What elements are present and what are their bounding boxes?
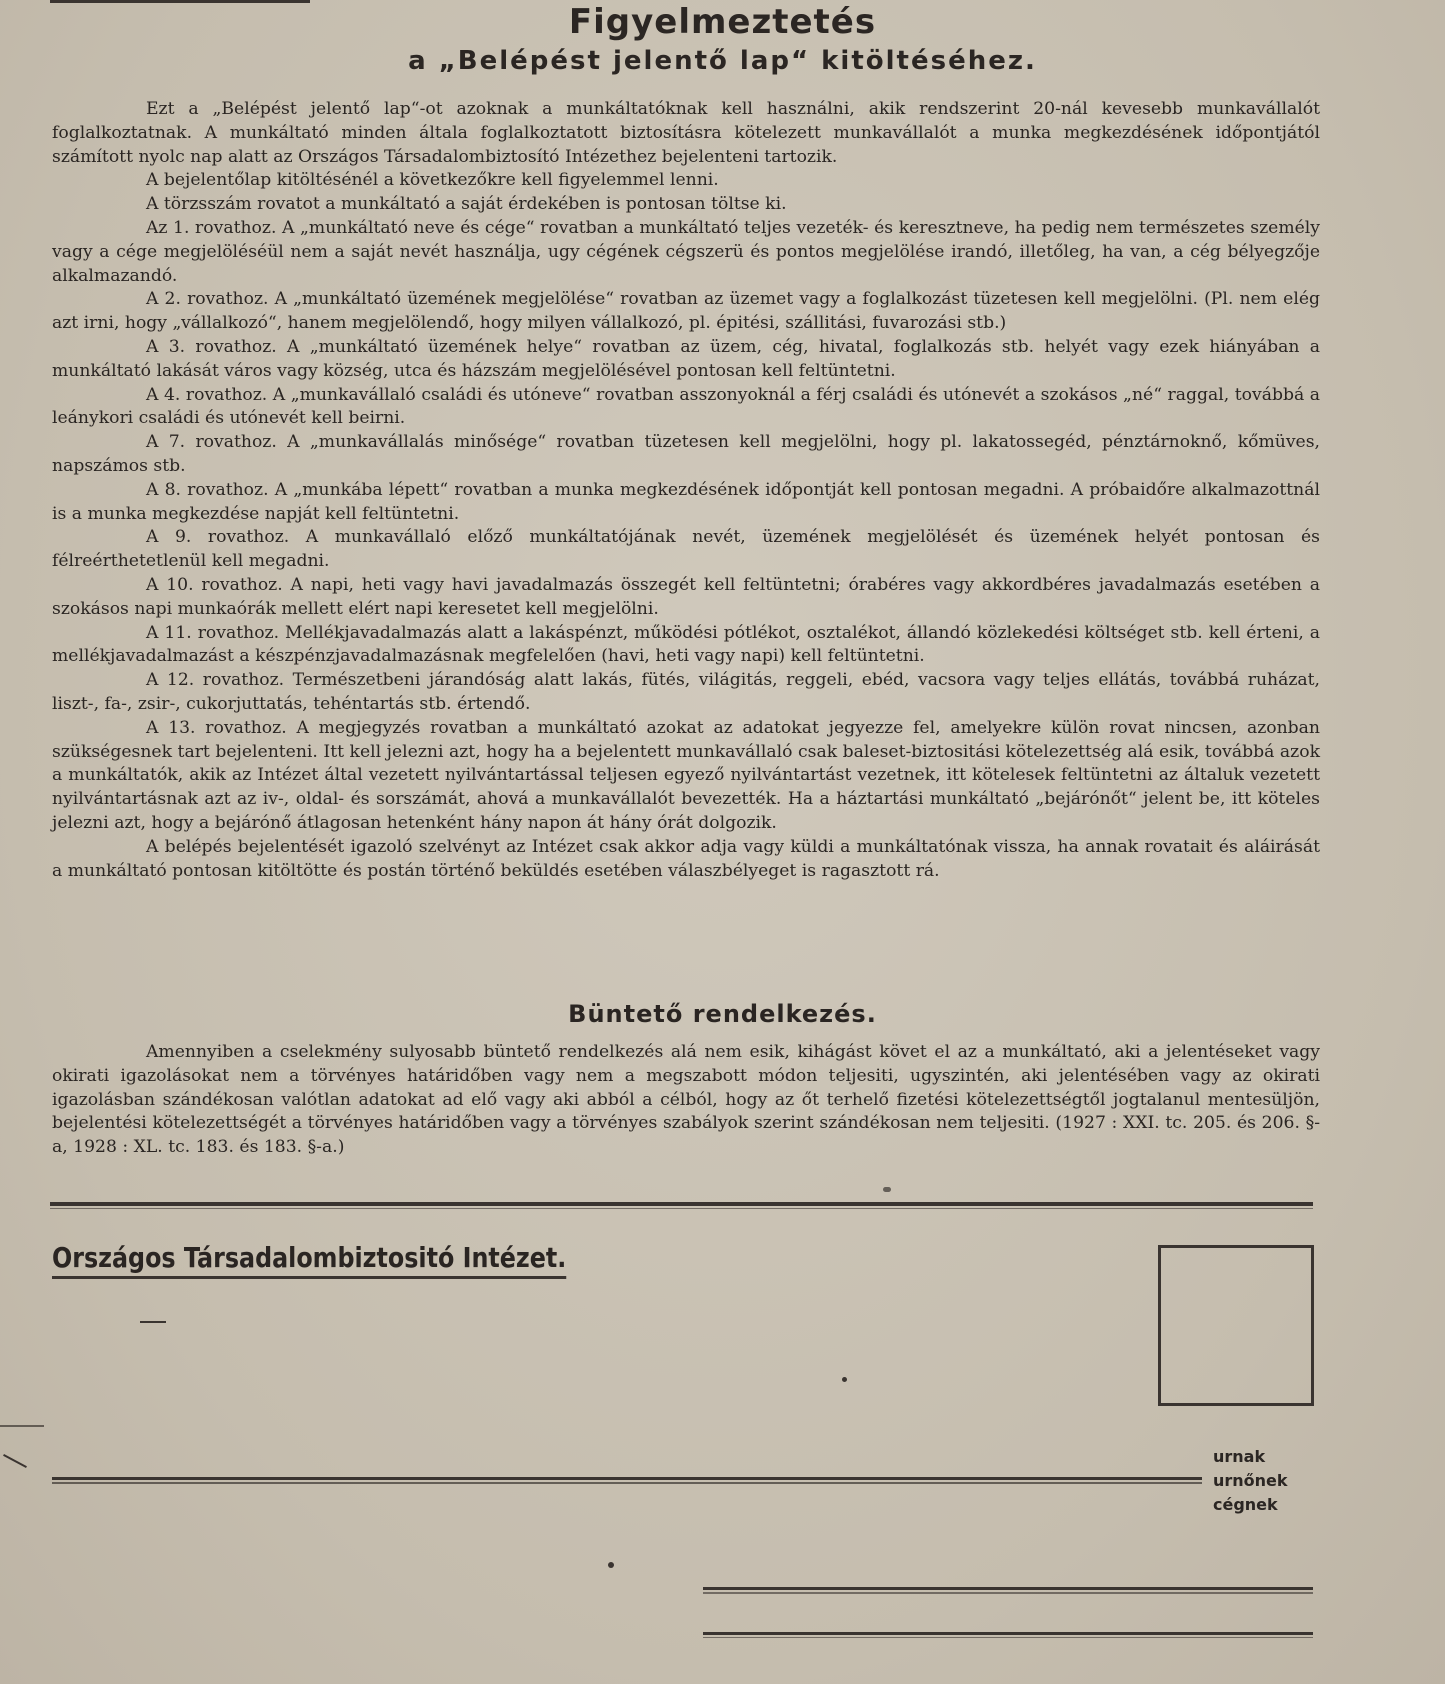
addressee-label: cégnek [1213, 1495, 1278, 1514]
institute-name: Országos Társadalombiztositó Intézet. [52, 1241, 566, 1279]
penal-section-body [52, 1041, 1320, 1160]
addressee-labels [1213, 1445, 1288, 1517]
ink-speck [883, 1187, 891, 1192]
instruction-paragraph: A törzsszám rovatot a munkáltató a saját érdekében is pontosan töltse ki. [146, 194, 787, 215]
instruction-paragraph: Az 1. rovathoz. A „munkáltató neve és cége“ rovatban a munkáltató teljes vezeték- és keresztneve, ha pedig nem természetes személy vagy a cége megjelöléséül nem a saját nevét használja, ugy cégének cégszerü és pontos megjelölése irandó, illetőleg, ha van, a cég bélyegzője alkalmazandó. [52, 217, 1320, 286]
addressee-line [52, 1477, 1202, 1480]
address-line-thin [703, 1637, 1313, 1638]
ink-stroke [0, 1425, 44, 1427]
ink-speck [608, 1562, 614, 1568]
instruction-paragraph: A 11. rovathoz. Mellékjavadalmazás alatt a lakáspénzt, működési pótlékot, osztalékot, állandó közlekedési költséget stb. kell érteni, a mellékjavadalmazást a készpénzjavadalmazásnak megfelelően (havi, heti vagy napi) kell feltüntetni. [52, 622, 1320, 667]
addressee-label: urnőnek [1213, 1471, 1288, 1490]
document-subtitle: a „Belépést jelentő lap“ kitöltéséhez. [408, 46, 1037, 76]
penal-section-title: Büntető rendelkezés. [568, 1000, 877, 1028]
stamp-box [1158, 1245, 1314, 1406]
instruction-paragraph: A 7. rovathoz. A „munkavállalás minősége“ rovatban tüzetesen kell megjelölni, hogy pl. lakatossegéd, pénztárnoknő, kőmüves, napszámos stb. [52, 432, 1320, 476]
instruction-paragraph: A 9. rovathoz. A munkavállaló előző munkáltatójának nevét, üzemének megjelölését és üzemének helyét pontosan és félreérthetetlenül kell megadni. [52, 527, 1320, 572]
address-line-thin [703, 1592, 1313, 1594]
addressee-line-thin [52, 1482, 1202, 1484]
instructions-body [52, 98, 1320, 883]
penal-paragraph: Amennyiben a cselekmény sulyosabb büntető rendelkezés alá nem esik, kihágást követ el az a munkáltató, aki a jelentéseket vagy okirati igazolásokat nem a törvényes határidőben vagy nem a megszabott módon teljesiti, ugyszintén, aki jelentésében vagy az okirati igazolásban szándékosan valótlan adatokat ad elő vagy aki abból a célból, hogy az őt terhelő fizetési kötelezettségtől jogtalanul mentesüljön, bejelentési kötelezettségét a törvényes határidőben vagy a törvényes szabályok szerint szándékosan nem teljesiti. (1927 : XXI. tc. 205. és 206. §-a, 1928 : XL. tc. 183. és 183. §-a.) [52, 1042, 1320, 1158]
instruction-paragraph: A 8. rovathoz. A „munkába lépett“ rovatban a munka megkezdésének időpontját kell pontosan megadni. A próbaidőre alkalmazottnál is a munka megkezdése napját kell feltüntetni. [52, 479, 1320, 524]
instruction-paragraph: A 12. rovathoz. Természetbeni járandóság alatt lakás, fütés, világitás, reggeli, ebéd, vacsora vagy teljes ellátás, továbbá ruházat, liszt-, fa-, zsir-, cukorjuttatás, tehéntartás stb. értendő. [52, 670, 1320, 714]
instruction-paragraph: A 4. rovathoz. A „munkavállaló családi és utóneve“ rovatban asszonyoknál a férj családi és utónevét a szokásos „né“ raggal, továbbá a leánykori családi és utónevét kell beirni. [52, 384, 1320, 429]
intro-paragraph: Ezt a „Belépést jelentő lap“-ot azoknak a munkáltatóknak kell használni, akik rendszerint 20-nál kevesebb munkavállalót foglalkoztatnak. A munkáltató minden általa foglalkoztatott biztosításra kötelezett munkavállalót a munka megkezdésének időpontjától számított nyolc nap alatt az Országos Társadalombiztosító Intézethez bejelenteni tartozik. [52, 99, 1320, 167]
ink-speck [842, 1377, 847, 1382]
section-divider-thin [50, 1208, 1313, 1209]
ink-stroke [3, 1454, 27, 1468]
section-divider [50, 1202, 1313, 1206]
address-line [703, 1632, 1313, 1635]
addressee-label: urnak [1213, 1447, 1266, 1466]
instruction-paragraph: A 10. rovathoz. A napi, heti vagy havi javadalmazás összegét kell feltüntetni; órabéres vagy akkordbéres javadalmazás esetében a szokásos napi munkaórák mellett elért napi keresetet kell megjelölni. [52, 574, 1320, 619]
instruction-paragraph: A 2. rovathoz. A „munkáltató üzemének megjelölése“ rovatban az üzemet vagy a foglalkozást tüzetesen kell megjelölni. (Pl. nem elég azt irni, hogy „vállalkozó“, hanem megjelölendő, hogy milyen vállalkozó, pl. épitési, szállitási, fuvarozási stb.) [52, 289, 1320, 334]
instruction-paragraph: A belépés bejelentését igazoló szelvényt az Intézet csak akkor adja vagy küldi a munkáltatónak vissza, ha annak rovatait és aláirását a munkáltató pontosan kitöltötte és postán történő beküldés esetében válaszbélyeget is ragasztott rá. [52, 836, 1320, 881]
document-title: Figyelmeztetés [568, 2, 877, 42]
ink-stroke [140, 1321, 166, 1323]
instruction-paragraph: A bejelentőlap kitöltésénél a következőkre kell figyelemmel lenni. [146, 170, 719, 191]
address-line [703, 1587, 1313, 1590]
instruction-paragraph: A 3. rovathoz. A „munkáltató üzemének helye“ rovatban az üzem, cég, hivatal, foglalkozás stb. helyét vagy ezek hiányában a munkáltató lakását város vagy község, utca és házszám megjelölésével pontosan kell feltüntetni. [52, 336, 1320, 381]
instruction-paragraph: A 13. rovathoz. A megjegyzés rovatban a munkáltató azokat az adatokat jegyezze fel, amelyekre külön rovat nincsen, azonban szükségesnek tart bejelenteni. Itt kell jelezni azt, hogy ha a bejelentett munkavállaló csak baleset-biztositási kötelezettség alá esik, továbbá azok a munkáltatók, akik az Intézet által vezetett nyilvántartással teljesen egyező nyilvántartást vezetnek, itt kötelesek feltüntetni az általuk vezetett nyilvántartásnak azt az iv-, oldal- és sorszámát, ahová a munkavállalót bevezették. Ha a háztartási munkáltató „bejárónőt“ jelent be, itt köteles jelezni azt, hogy a bejárónő átlagosan hetenként hány napon át hány órát dolgozik. [52, 717, 1320, 833]
